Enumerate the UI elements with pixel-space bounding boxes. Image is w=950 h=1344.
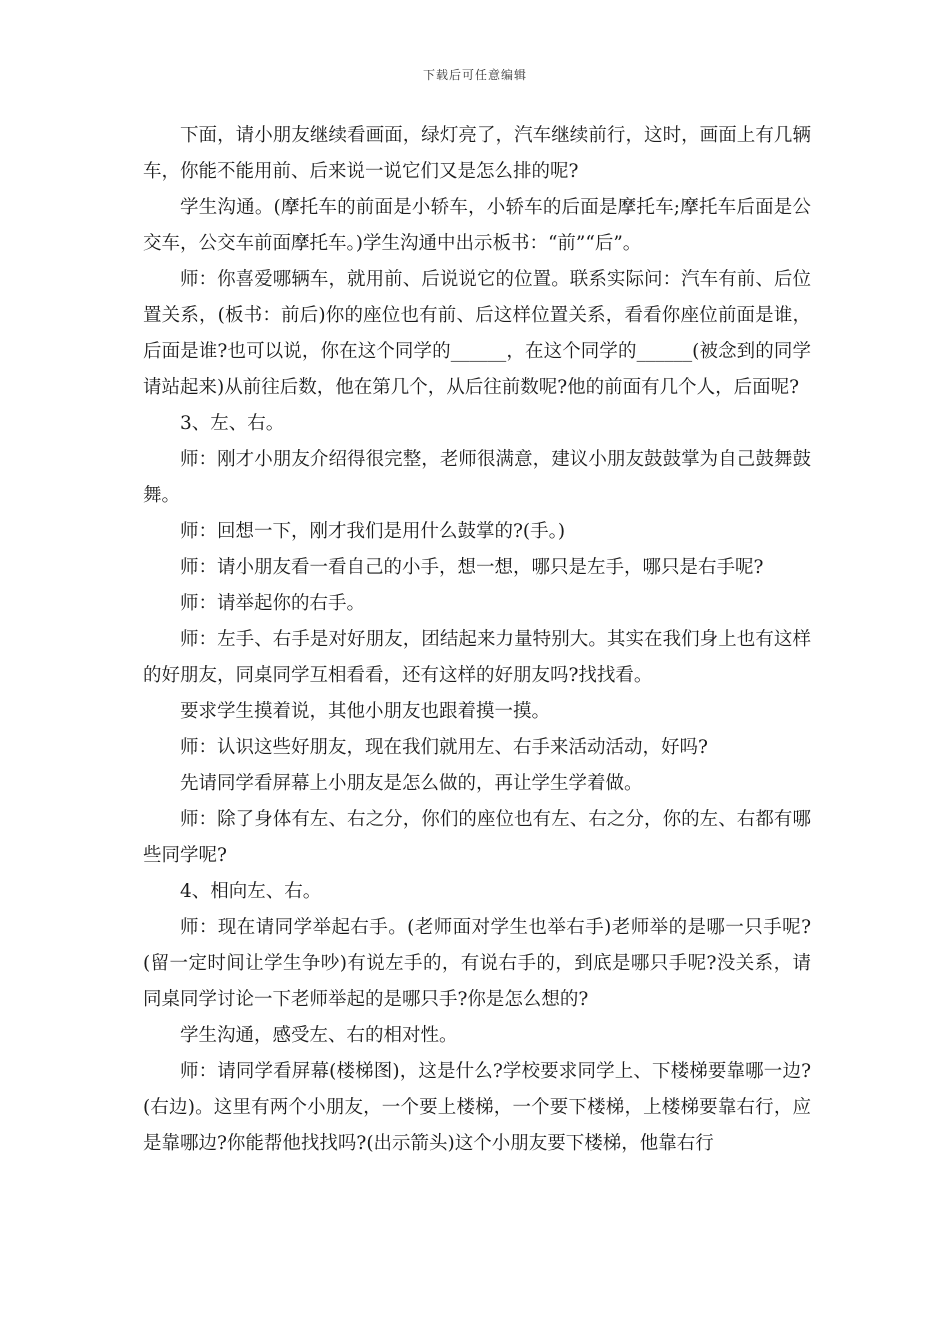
paragraph: 师：请举起你的右手。 — [180, 593, 366, 614]
paragraph: 师：请小朋友看一看自己的小手，想一想，哪只是左手，哪只是右手呢? — [180, 557, 764, 578]
page-header: 下载后可任意编辑 — [422, 68, 527, 82]
paragraph: 下面，请小朋友继续看画面，绿灯亮了，汽车继续前行，这时，画面上有几辆车，你能不能用前、后来说一说它们又是怎么排的呢? — [143, 125, 811, 182]
paragraph: 师：你喜爱哪辆车，就用前、后说说它的位置。联系实际问：汽车有前、后位置关系，(板书：前后)你的座位也有前、后这样位置关系，看看你座位前面是谁，后面是谁?也可以说，你在这个同学的______，在这个同学的______(被念到的同学请站起来)从前往后数，他在第几个，从后往前数呢?他的前面有几个人，后面呢? — [143, 269, 811, 398]
paragraph: 师：请同学看屏幕(楼梯图)，这是什么?学校要求同学上、下楼梯要靠哪一边?(右边)。这里有两个小朋友，一个要上楼梯，一个要下楼梯，上楼梯要靠右行，应是靠哪边?你能帮他找找吗?(出示箭头)这个小朋友要下楼梯，他靠右行 — [143, 1061, 811, 1154]
paragraph: 学生沟通。(摩托车的前面是小轿车，小轿车的后面是摩托车;摩托车后面是公交车，公交车前面摩托车。)学生沟通中出示板书：“前”“后”。 — [143, 197, 811, 254]
section-heading: 4、相向左、右。 — [180, 881, 322, 902]
paragraph: 师：认识这些好朋友，现在我们就用左、右手来活动活动，好吗? — [180, 737, 708, 758]
paragraph: 师：除了身体有左、右之分，你们的座位也有左、右之分，你的左、右都有哪些同学呢? — [143, 809, 811, 866]
paragraph: 师：现在请同学举起右手。(老师面对学生也举右手)老师举的是哪一只手呢?(留一定时间让学生争吵)有说左手的，有说右手的，到底是哪只手呢?没关系，请同桌同学讨论一下老师举起的是哪只手?你是怎么想的? — [143, 917, 811, 1010]
paragraph: 学生沟通，感受左、右的相对性。 — [180, 1025, 458, 1046]
paragraph: 师：刚才小朋友介绍得很完整，老师很满意，建议小朋友鼓鼓掌为自己鼓舞鼓舞。 — [143, 449, 811, 506]
paragraph: 先请同学看屏幕上小朋友是怎么做的，再让学生学着做。 — [180, 773, 643, 794]
document-body — [143, 118, 811, 1162]
section-heading: 3、左、右。 — [180, 413, 285, 434]
paragraph: 师：回想一下，刚才我们是用什么鼓掌的?(手。) — [180, 521, 566, 542]
paragraph: 要求学生摸着说，其他小朋友也跟着摸一摸。 — [180, 701, 551, 722]
paragraph: 师：左手、右手是对好朋友，团结起来力量特别大。其实在我们身上也有这样的好朋友，同桌同学互相看看，还有这样的好朋友吗?找找看。 — [143, 629, 811, 686]
